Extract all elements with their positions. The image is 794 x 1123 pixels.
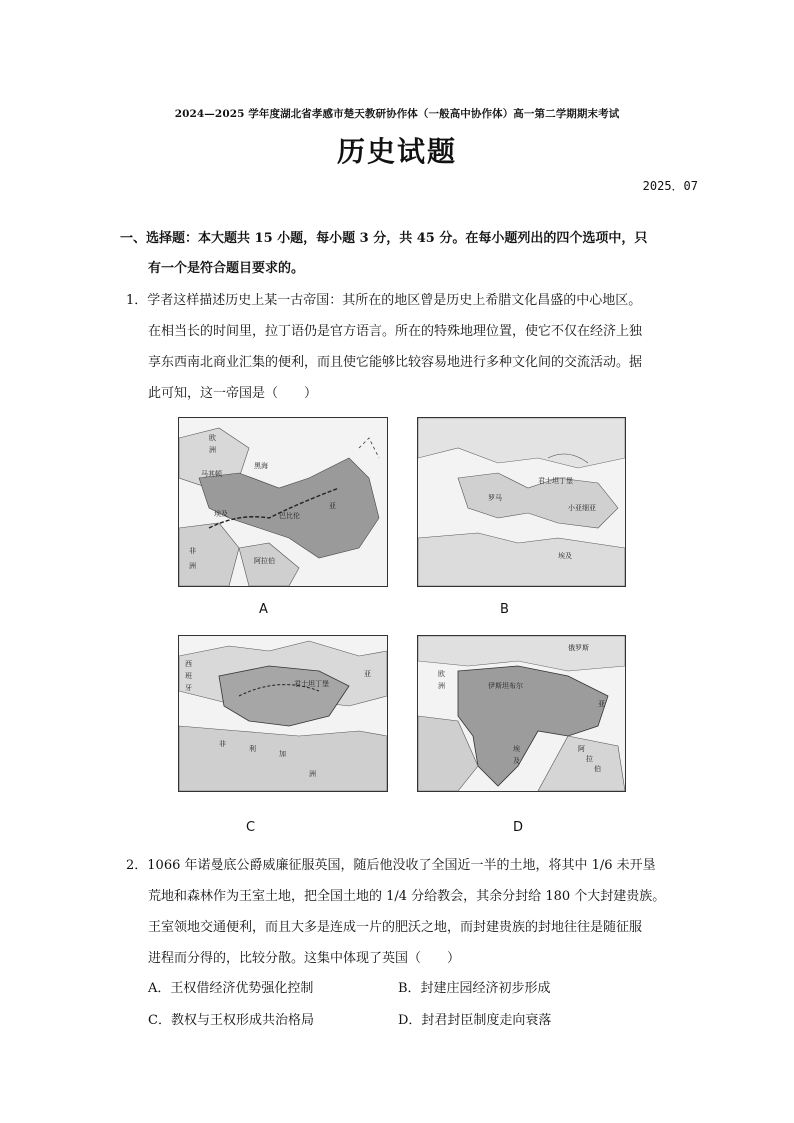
- map-c-label: 班: [185, 672, 192, 680]
- map-a-label: 欧: [209, 434, 216, 442]
- map-c-label: 君士坦丁堡: [294, 680, 329, 688]
- map-c-label: 加: [279, 750, 286, 758]
- map-a-label: 巴比伦: [279, 512, 300, 520]
- question-1-line: 在相当长的时间里，拉丁语仍是官方语言。所在的特殊地理位置，使它不仅在经济上独: [148, 324, 643, 339]
- map-b-label: 罗马: [488, 494, 502, 502]
- map-d-label: 伊斯坦布尔: [488, 682, 523, 690]
- map-b-label: 君士坦丁堡: [538, 477, 573, 485]
- map-d-label: 亚: [598, 700, 605, 708]
- map-a-label: 洲: [189, 562, 196, 570]
- map-c-drawing: [179, 636, 387, 791]
- map-b[interactable]: [417, 417, 626, 587]
- map-c-label: 西: [185, 660, 192, 668]
- map-a-label: 洲: [209, 446, 216, 454]
- question-2-line: 荒地和森林作为王室土地，把全国土地的 1/4 分给教会，其余分封给 180 个大封建贵族。: [148, 889, 666, 904]
- map-d-label: 阿: [578, 745, 585, 753]
- option-d[interactable]: D．封君封臣制度走向衰落: [398, 1013, 552, 1028]
- map-c-label: 非: [219, 740, 226, 748]
- map-a-caption: A: [259, 602, 268, 617]
- map-a-label: 亚: [329, 502, 336, 510]
- map-a-label: 埃及: [214, 510, 228, 518]
- map-d-drawing: [418, 636, 625, 791]
- question-1-line: 享东西南北商业汇集的便利，而且使它能够比较容易地进行多种文化间的交流活动。据: [148, 355, 643, 370]
- question-2-line: 进程而分得的，比较分散。这集中体现了英国（ ）: [148, 951, 461, 966]
- option-b[interactable]: B．封建庄园经济初步形成: [398, 981, 551, 996]
- map-c-label: 利: [249, 745, 256, 753]
- map-d-label: 俄罗斯: [568, 644, 589, 652]
- map-d-label: 埃: [513, 745, 520, 753]
- map-d-label: 拉: [586, 755, 593, 763]
- map-a[interactable]: [178, 417, 388, 587]
- map-c-label: 亚: [364, 670, 371, 678]
- question-1-line: 此可知，这一帝国是（ ）: [148, 386, 318, 401]
- map-b-caption: B: [500, 602, 509, 617]
- option-c[interactable]: C．教权与王权形成共治格局: [148, 1013, 314, 1028]
- map-d-label: 伯: [594, 765, 601, 773]
- option-a[interactable]: A．王权借经济优势强化控制: [148, 981, 314, 996]
- map-a-label: 黑海: [254, 462, 268, 470]
- section-heading-line1: 一、选择题：本大题共 15 小题，每小题 3 分，共 45 分。在每小题列出的四个选项中，只: [120, 231, 648, 246]
- exam-subtitle: 2024—2025 学年度湖北省孝感市楚天教研协作体（一般高中协作体）高一第二学期期末考试: [174, 108, 620, 120]
- map-b-label: 埃及: [558, 552, 572, 560]
- question-2-line: 2．1066 年诺曼底公爵威廉征服英国，随后他没收了全国近一半的土地，将其中 1/6 未开垦: [126, 858, 656, 873]
- map-b-drawing: [418, 418, 625, 586]
- question-1-line: 1．学者这样描述历史上某一古帝国：其所在的地区曾是历史上希腊文化昌盛的中心地区。: [126, 293, 642, 308]
- map-a-label: 阿拉伯: [254, 557, 275, 565]
- question-2-line: 王室领地交通便利，而且大多是连成一片的肥沃之地，而封建贵族的封地往往是随征服: [148, 920, 643, 935]
- map-c-label: 牙: [185, 684, 192, 692]
- page-title: 历史试题: [336, 135, 457, 168]
- exam-date: 2025．07: [642, 179, 698, 193]
- map-c-label: 洲: [309, 770, 316, 778]
- section-heading-line2: 有一个是符合题目要求的。: [148, 261, 305, 276]
- map-a-label: 非: [189, 547, 196, 555]
- map-c-caption: C: [246, 820, 256, 835]
- map-d[interactable]: [417, 635, 626, 792]
- map-d-label: 欧: [438, 670, 445, 678]
- map-a-label: 马其顿: [201, 470, 222, 478]
- map-d-caption: D: [513, 820, 524, 835]
- map-d-label: 洲: [438, 682, 445, 690]
- map-d-label: 及: [513, 757, 520, 765]
- map-b-label: 小亚细亚: [568, 504, 596, 512]
- map-a-drawing: [179, 418, 387, 586]
- map-c[interactable]: [178, 635, 388, 792]
